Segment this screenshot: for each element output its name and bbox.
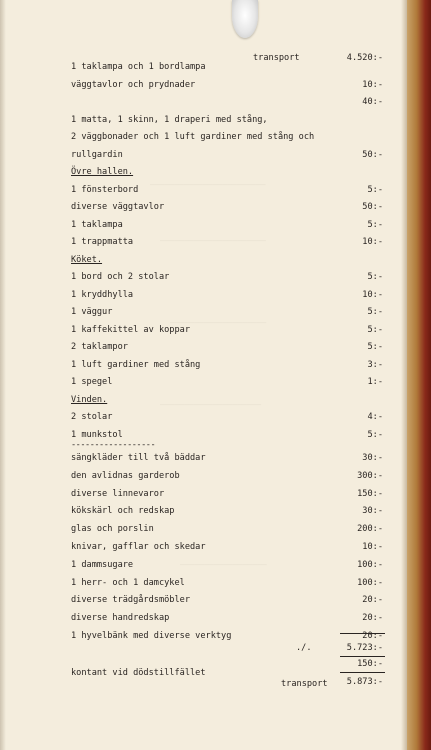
item-amount: 30:- [362, 453, 383, 463]
item-description: diverse trädgårdsmöbler [71, 595, 190, 606]
bleed-through: ———————————————————————— [150, 180, 266, 189]
item-row [0, 595, 431, 609]
cash-amount: 150:- [357, 659, 383, 669]
item-description: 2 väggbonader och 1 luft gardiner med stång och [71, 132, 315, 142]
item-description: väggtavlor och prydnader [71, 79, 196, 90]
item-description: 1 väggur [71, 307, 113, 317]
item-row [0, 325, 431, 339]
item-description: knivar, gafflar och skedar [71, 542, 206, 552]
item-description: 1 kaffekittel av koppar [71, 324, 190, 335]
item-row [0, 290, 431, 304]
item-amount: 5:- [367, 219, 383, 230]
item-row [0, 62, 431, 76]
bleed-through: —————————————————— [180, 560, 267, 569]
item-description: 1 trappmatta [71, 237, 134, 247]
item-row [0, 150, 431, 164]
paper-clip [232, 0, 258, 38]
transport-amount-top: 4.520:- [346, 53, 383, 63]
item-amount: 10:- [362, 237, 383, 247]
section-heading: Köket. [71, 254, 103, 265]
item-description: 1 hyvelbänk med diverse verktyg [71, 631, 232, 641]
section-heading: Vinden. [71, 394, 108, 405]
item-description: 1 fönsterbord [71, 184, 139, 195]
item-amount: 20:- [362, 595, 383, 606]
item-row [0, 360, 431, 374]
item-description: 2 taklampor [71, 342, 128, 352]
item-description: 1 herr- och 1 damcykel [71, 577, 185, 588]
item-row [0, 412, 431, 426]
item-description: glas och porslin [71, 524, 154, 535]
item-row [0, 506, 431, 520]
item-amount: 200:- [357, 524, 383, 535]
item-description: 1 taklampa [71, 219, 123, 230]
item-amount: 3:- [367, 359, 383, 370]
item-description: 2 stolar [71, 412, 113, 422]
item-description: diverse väggtavlor [71, 202, 165, 212]
bleed-through: ————————————————————— [160, 400, 262, 409]
transport-label-bottom: transport [281, 679, 328, 689]
item-row [0, 97, 431, 111]
sum-rule [340, 672, 385, 673]
bleed-through: —————————————————————— [160, 236, 266, 245]
item-description: 1 luft gardiner med stång [71, 359, 201, 370]
subtotal-amount: 5.723:- [346, 643, 383, 653]
item-row [0, 377, 431, 391]
item-row [0, 613, 431, 627]
item-amount: 1:- [367, 377, 383, 387]
item-row [0, 578, 431, 592]
item-amount: 4:- [367, 412, 383, 422]
item-amount: 100:- [357, 577, 383, 588]
item-amount: 20:- [362, 613, 383, 624]
item-amount: 50:- [362, 202, 383, 212]
item-description: kökskärl och redskap [71, 506, 175, 517]
item-row [0, 185, 431, 199]
item-row [0, 132, 431, 146]
item-amount: 5:- [367, 324, 383, 335]
item-amount: 300:- [357, 470, 383, 481]
item-amount: 5:- [367, 429, 383, 440]
section-heading-row [0, 167, 431, 181]
item-description: 1 dammsugare [71, 559, 134, 570]
item-amount: 10:- [362, 289, 383, 300]
item-description: den avlidnas garderob [71, 470, 180, 481]
sum-rule [340, 633, 385, 634]
sum-rule [340, 656, 385, 657]
section-separator: ------------------ [71, 440, 156, 450]
item-amount: 40:- [362, 97, 383, 107]
item-description: sängkläder till två bäddar [71, 453, 206, 463]
item-row [0, 202, 431, 216]
item-row [0, 80, 431, 94]
item-description: diverse linnevaror [71, 488, 165, 499]
transport-amount-bottom: 5.873:- [346, 677, 383, 687]
bleed-through: ———————————————————— [170, 318, 267, 327]
item-row [0, 220, 431, 234]
item-description: 1 taklampa och 1 bordlampa [71, 62, 206, 72]
item-amount: 50:- [362, 149, 383, 160]
item-row [0, 342, 431, 356]
item-description: rullgardin [71, 149, 123, 160]
section-heading: Övre hallen. [71, 167, 134, 177]
item-amount: 5:- [367, 272, 383, 282]
item-amount: 5:- [367, 307, 383, 317]
item-amount: 100:- [357, 559, 383, 570]
item-row [0, 272, 431, 286]
item-description: 1 spegel [71, 377, 113, 387]
item-description: diverse handredskap [71, 613, 170, 624]
section-heading-row [0, 255, 431, 269]
carry-mark: ./. [296, 643, 312, 653]
item-row [0, 430, 431, 444]
item-row [0, 237, 431, 251]
item-amount: 10:- [362, 542, 383, 552]
item-amount: 20:- [362, 631, 383, 641]
cash-description: kontant vid dödstillfället [71, 668, 206, 678]
item-row [0, 489, 431, 503]
transport-label-top: transport [253, 53, 300, 63]
item-row [0, 560, 431, 574]
item-row [0, 307, 431, 321]
section-heading-row [0, 395, 431, 409]
item-description: 1 bord och 2 stolar [71, 272, 170, 282]
item-description: 1 kryddhylla [71, 289, 134, 300]
item-row [0, 524, 431, 538]
item-amount: 5:- [367, 184, 383, 195]
item-row [0, 115, 431, 129]
item-amount: 150:- [357, 488, 383, 499]
item-description: 1 matta, 1 skinn, 1 draperi med stång, [71, 114, 268, 125]
item-row [0, 453, 431, 467]
item-description: 1 munkstol [71, 429, 123, 440]
item-row [0, 471, 431, 485]
item-row [0, 542, 431, 556]
item-amount: 5:- [367, 342, 383, 352]
item-amount: 30:- [362, 506, 383, 517]
item-amount: 10:- [362, 79, 383, 90]
